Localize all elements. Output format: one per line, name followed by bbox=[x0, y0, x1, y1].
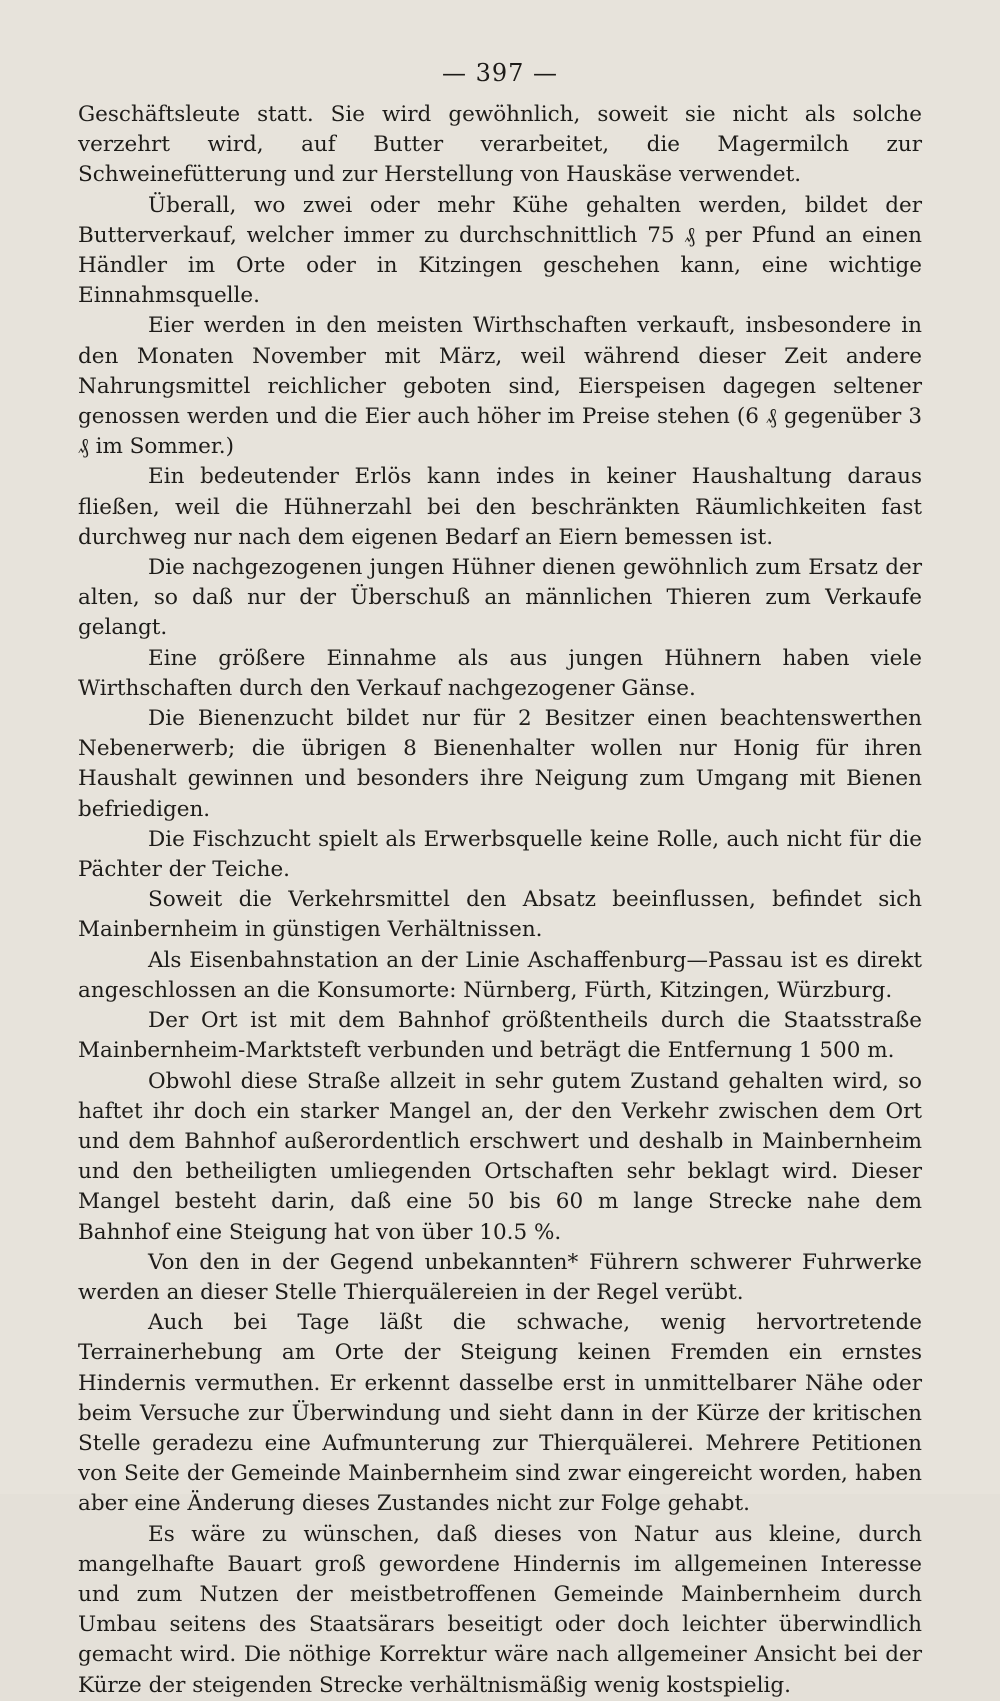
paragraph-terrain: Auch bei Tage läßt die schwache, wenig hervortretende Terrainerhebung am Orte der Steigung keinen Fremden ein ernstes Hindernis vermuthen. Er erkennt dasselbe erst in unmittelbarer Nähe oder beim Versuche zur Überwindung und sieht dann in der Kürze der kritischen Stelle geradezu eine Aufmunterung zur Thierquälerei. Mehrere Petitionen von Seite der Gemeinde Mainbernheim sind zwar eingereicht worden, haben aber eine Änderung dieses Zustandes nicht zur Folge gehabt. bbox=[78, 1310, 922, 1517]
paragraph-continued: Geschäftsleute statt. Sie wird gewöhnlich, soweit sie nicht als solche verzehrt wird, auf Butter verarbeitet, die Magermilch zur Schweinefütterung und zur Herstellung von Hauskäse verwendet. bbox=[78, 102, 922, 188]
paragraph-hen-count: Ein bedeutender Erlös kann indes in keiner Haushaltung daraus fließen, weil die Hühnerzahl bei den beschränkten Räumlichkeiten fast durchweg nur nach dem eigenen Bedarf an Eiern bemessen ist. bbox=[78, 464, 922, 550]
paragraph-road-defect: Obwohl diese Straße allzeit in sehr gutem Zustand gehalten wird, so haftet ihr doch ein starker Mangel an, der den Verkehr zwischen dem Ort und dem Bahnhof außerordentlich erschwert und deshalb in Mainbernheim und den betheiligten umliegenden Ortschaften sehr beklagt wird. Dieser Mangel besteht darin, daß eine 50 bis 60 m lange Strecke nahe dem Bahnhof eine Steigung hat von über 10.5 %. bbox=[78, 1068, 922, 1245]
paragraph-station-road: Der Ort ist mit dem Bahnhof größtentheils durch die Staatsstraße Mainbernheim-Marktsteft verbunden und beträgt die Entfernung 1 500 m. bbox=[78, 1008, 922, 1064]
paragraph-fish-farming: Die Fischzucht spielt als Erwerbsquelle keine Rolle, auch nicht für die Pächter der Teiche. bbox=[78, 826, 922, 883]
paragraph-animal-cruelty: Von den in der Gegend unbekannten* Führern schwerer Fuhrwerke werden an dieser Stelle Thierquälereien in der Regel verübt. bbox=[78, 1249, 922, 1305]
paragraph-improvement-wish: Es wäre zu wünschen, daß dieses von Natur aus kleine, durch mangelhafte Bauart groß gewordene Hindernis im allgemeinen Interesse und zum Nutzen der meistbetroffenen Gemeinde Mainbernheim durch Umbau seitens des Staatsärars beseitigt oder doch leichter überwindlich gemacht wird. Die nöthige Korrektur wäre nach allgemeiner Ansicht bei der Kürze der steigenden Strecke verhältnismäßig wenig kostspielig. bbox=[78, 1521, 922, 1698]
paragraph-transport: Soweit die Verkehrsmittel den Absatz beeinflussen, befindet sich Mainbernheim in günstigen Verhältnissen. bbox=[78, 887, 922, 943]
paragraph-geese: Eine größere Einnahme als aus jungen Hühnern haben viele Wirthschaften durch den Verkauf nachgezogener Gänse. bbox=[78, 645, 922, 701]
page-number: — 397 — bbox=[441, 59, 559, 87]
paragraph-railway-station: Als Eisenbahnstation an der Linie Aschaffenburg—Passau ist es direkt angeschlossen an die Konsumorte: Nürnberg, Fürth, Kitzingen, Würzburg. bbox=[78, 947, 922, 1003]
paragraph-beekeeping: Die Bienenzucht bildet nur für 2 Besitzer einen beachtenswerthen Nebenerwerb; die übrigen 8 Bienenhalter wollen nur Honig für ihren Haushalt gewinnen und besonders ihre Neigung zum Umgang mit Bienen befriedigen. bbox=[78, 706, 922, 822]
paragraph-young-hens: Die nachgezogenen jungen Hühner dienen gewöhnlich zum Ersatz der alten, so daß nur der Überschuß an männlichen Thieren zum Verkaufe gelangt. bbox=[78, 555, 922, 641]
paragraph-eggs: Eier werden in den meisten Wirthschaften verkauft, insbesondere in den Monaten November mit März, weil während dieser Zeit andere Nahrungsmittel reichlicher geboten sind, Eierspeisen dagegen seltener genossen werden und die Eier auch höher im Preise stehen (6 ₰ gegenüber 3 ₰ im Sommer.) bbox=[78, 313, 922, 460]
page-body bbox=[78, 100, 922, 1701]
paragraph-butter-sale: Überall, wo zwei oder mehr Kühe gehalten werden, bildet der Butterverkauf, welcher immer zu durchschnittlich 75 ₰ per Pfund an einen Händler im Orte oder in Kitzingen geschehen kann, eine wichtige Einnahmsquelle. bbox=[78, 192, 922, 309]
